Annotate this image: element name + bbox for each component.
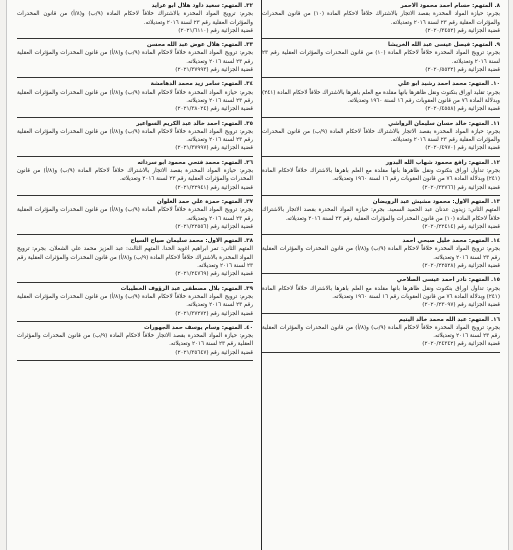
entry-charge: بجرم: تداول اوراق بنكنوت ونقل ظاهرها بانها مقلدة مع العلم باهرها بالاشتراك خلافاً لاحكام المادة (٢٤١) وبدلالة المادة ٧٦ من قانون العقوبات رقم ١٦ لسنة ١٩٦٠ وتعديلاته. (262, 168, 500, 183)
entry-charge: بجرم: حيازة المواد المخدرة بقصد الاتجار بالاشتراك خلافاً لاحكام المادة (١٠) من قانون المخدرات والمؤثرات العقلية رقم ٢٣ لسنة ٢٠١٦ وتعديلاته. (262, 11, 500, 26)
list-item (17, 0, 253, 39)
entry-case-number: قضية الجزائية رقم (٢٠٢٠/٢٤٣٤٢) (422, 341, 500, 348)
entry-case-number: قضية الجزائية رقم (٢٠٢١/٣٥٦٤٧) (175, 349, 253, 356)
list-item (17, 118, 253, 157)
list-item (17, 39, 253, 78)
entry-case-number: قضية الجزائية رقم (٢٠٢١/٦١١٠) (178, 27, 253, 34)
newspaper-page (6, 0, 509, 550)
entry-defendant: ٣٤. المتهم: سامر زيد محمد الدهامشة (150, 81, 253, 88)
entry-charge: بجرم: حيازة المواد المخدرة بقصد الاتجار بالاشتراك خلافاً لاحكام المادة (٩/ب) و(٨/أ) من قانون المخدرات والمؤثرات العقلية رقم ٢٣ لسنة ٢٠١٦ وتعديلاته. (17, 168, 253, 183)
entry-case-number: قضية الجزائية رقم (٢٠٢٠/٣٤٥٢) (425, 27, 500, 34)
list-item (262, 0, 500, 39)
entry-case-number: قضية الجزائية رقم (٢٠٢١/٢٢٩٤١) (175, 184, 253, 191)
entry-defendant: ١١. المتهم: خالد حسان سليمان الرواشي (388, 120, 500, 127)
entry-defendant: ٩. المتهم: فيصل عيسى عبد الله الخريشا (388, 42, 500, 49)
entry-defendant: ١٢. المتهم: رافع محمود شهاب الله البدور (385, 159, 500, 166)
entry-case-number: قضية الجزائية رقم (٢٠٢١/٣٧٩٩٣) (175, 67, 253, 74)
list-item (262, 78, 500, 117)
entry-defendant: ٣٣. المتهم: هلال عوض عبد الله محسن (146, 42, 253, 49)
entry-charge: بجرم: ترويج المواد المخدرة خلافاً لاحكام المادة (٩/ب) و(٨/أ) من قانون المخدرات والمؤثرات العقلية رقم ٢٣ لسنة ٢٠١٦ وتعديلاته. (262, 246, 500, 261)
entry-defendant: ١٠. المتهم: محمد احمد رشيد ابو علي (398, 81, 500, 88)
entry-defendant: ٣٥. المتهم: احمد خالد عبد الكريم السواعير (136, 120, 253, 127)
entry-case-number: قضية الجزائية رقم (٢٠٢١/٢٤٧٦٩) (175, 271, 253, 278)
list-item (17, 235, 253, 282)
entry-case-number: قضية الجزائية رقم (٢٠٢١/٣٧٩٩٧) (175, 145, 253, 152)
entry-charge: بجرم: حيازة المواد المخدرة بقصد الاتجار خلافاً لاحكام المادة (٩/ب) من قانون المخدرات والمؤثرات العقلية رقم ٢٣ لسنة ٢٠١٦ وتعديلاته. (17, 333, 253, 348)
entry-defendant: ٤٠. المتهم: وسام يوسف حمد الجهورات (143, 324, 253, 331)
entry-defendant: ١٥. المتهم: نادر احمد عيسى الصلاحي (396, 277, 500, 284)
list-item (17, 157, 253, 196)
entry-charge: بجرم: ترويج المواد المخدرة خلافاً لاحكام المادة (٩/ب) و(٨/أ) من قانون المخدرات والمؤثرات العقلية رقم ٢٣ لسنة ٢٠١٦ وتعديلاته. (262, 324, 500, 340)
entry-defendant: ١٦. المتهم: عبد الله محمد خالد اليتيم (398, 316, 500, 323)
list-item (262, 274, 500, 313)
entry-case-number: قضية الجزائية رقم (٢٠٢٠/٢٢٤١٤) (422, 223, 500, 230)
entry-charge: المتهم الثاني: زيدون عدنان عبد الحميد السعيد. بجرم: حيازة المواد المخدرة بقصد الاتجار بالاشتراك خلافاً لاحكام المادة (١٠) من قانون المخدرات والمؤثرات العقلية رقم ٢٣ لسنة ٢٠١٦ وتعديلاته. (262, 207, 500, 222)
entry-charge: بجرم: ترويج المواد المخدرة بالاشتراك خلافاً لاحكام المادة (٩/ب) و(٨/أ) من قانون المخدرات والمؤثرات العقلية رقم ٢٣ لسنة ٢٠١٦ وتعديلاته. (17, 11, 253, 26)
entry-charge: بجرم: ترويج المواد المخدرة خلافاً لاحكام المادة (٩/ب) و(٨/أ) من قانون المخدرات والمؤثرات العقلية رقم ٢٣ لسنة ٢٠١٦ وتعديلاته. (17, 50, 253, 65)
entry-case-number: قضية الجزائية رقم (٢٠٢٠/٤٥٥٨) (425, 106, 500, 113)
entry-defendant: ٣٨. المتهم الاول: محمد سليمان صياح السياح (130, 238, 253, 245)
entry-charge: بجرم: حيازة المواد المخدرة خلافاً لاحكام المادة (٩/ب) و(٨/أ) من قانون المخدرات والمؤثرات العقلية رقم ٢٣ لسنة ٢٠١٦ وتعديلاته. (17, 89, 253, 104)
list-item (262, 314, 500, 353)
entry-charge: بجرم: ترويج المواد المخدرة خلافاً لاحكام المادة (٩/ب) و(٨/أ) من قانون المخدرات والمؤثرات العقلية رقم ٢٣ لسنة ٢٠١٦ وتعديلاته. (17, 293, 253, 309)
right-column (262, 0, 500, 550)
entry-defendant: ٨. المتهم: حسام احمد محمود الاحمر (400, 3, 500, 9)
entry-defendant: ٣٦. المتهم: محمد فتحي محمود ابو سرداته (137, 159, 253, 166)
entry-charge: بجرم: حيازة المواد المخدرة بقصد الاتجار بالاشتراك خلافاً لاحكام المادة (٩/ب) من قانون المخدرات والمؤثرات العقلية رقم ٢٣ لسنة ٢٠١٦ وتعديلاته. (262, 128, 500, 144)
entry-case-number: قضية الجزائية رقم (٢٠٢١/٣٨٠٢٤) (175, 106, 253, 113)
entry-case-number: قضية الجزائية رقم (٢٠٢٠/٣٣٧٦٦) (422, 184, 500, 191)
entry-case-number: قضية الجزائية رقم (٢٠٢٠/٢٢٥٢٨) (422, 263, 500, 270)
entry-defendant: ١٤. المتهم: محمد خليل صبحي احمد (402, 238, 500, 245)
list-item (17, 322, 253, 361)
list-item (262, 235, 500, 274)
entry-charge: المتهم الثاني: تمر ابراهيم اغويد الحدا. المتهم الثالث: عبد العزيز محمد علي الشعلان. بجرم: ترويج المواد المخدرة بالاشتراك خلافاً لاحكام المادة (٩/ب) و(٨/أ) من قانون المخدرات والمؤثرات العقلية رقم ٢٣ لسنة ٢٠١٦ وتعديلاته. (17, 246, 253, 270)
entry-case-number: قضية الجزائية رقم (٢٠٢١/٣٧٢٧٢) (175, 310, 253, 317)
entry-defendant: ٣٩. المتهم: بلال مصطفى عبد الرؤوف الخطيبات (120, 285, 253, 292)
left-column (17, 0, 253, 550)
list-item (262, 157, 500, 196)
entry-charge: بجرم: تقليد اوراق بنكنوت ونقل ظاهرها بانها مقلدة مع العلم باهرها بالاشتراك خلافاً لاحكام المادة (٢٤١) وبدلالة المادة ٧٦ من قانون العقوبات رقم ١٦ لسنة ١٩٦٠ وتعديلاته. (262, 89, 500, 104)
entry-case-number: قضية الجزائية رقم (٢٠٢١/٢٢٥٥٦) (175, 223, 253, 230)
list-item (17, 283, 253, 322)
entry-case-number: قضية الجزائية رقم (٢٠٢٠/٥٥٣٢) (425, 67, 500, 74)
entry-charge: بجرم: ترويج المواد المخدرة خلافاً لاحكام المادة (١٠) من قانون المخدرات والمؤثرات العقلية رقم ٢٣ لسنة ٢٠١٦ وتعديلاته. (262, 50, 500, 65)
list-item (262, 39, 500, 78)
entry-charge: بجرم: ترويج المواد المخدرة خلافاً لاحكام المادة (٩/ب) و(٨/أ) من قانون المخدرات والمؤثرات العقلية رقم ٢٣ لسنة ٢٠١٦ وتعديلاته. (17, 207, 253, 222)
entry-charge: بجرم: تداول اوراق بنكنوت ونقل ظاهرها بانها مقلدة مع العلم باهرها بالاشتراك خلافاً لاحكام المادة (٢٤١) وبدلالة المادة ٧٦ من قانون العقوبات رقم ١٦ لسنة ١٩٦٠ وتعديلاته. (262, 285, 500, 300)
entry-defendant: ٣٧. المتهم: حمزة علي حمد العلوان (156, 198, 253, 205)
entry-charge: بجرم: ترويج المواد المخدرة خلافاً لاحكام المادة (٩/ب) و(٨/أ) من قانون المخدرات والمؤثرات العقلية رقم ٢٣ لسنة ٢٠١٦ وتعديلاته. (17, 128, 253, 144)
entry-defendant: ٣٢. المتهم: سعيد داود هلال ابو عرايد (151, 3, 253, 9)
entry-case-number: قضية الجزائية رقم (٢٠٢٠/٢٣٠٩٧) (422, 302, 500, 309)
entry-defendant: ١٣. المتهم الاول: محمود مشيش عبد الرويضان (372, 198, 500, 205)
list-item (262, 118, 500, 157)
list-item (262, 196, 500, 235)
list-item (17, 78, 253, 117)
list-item (17, 196, 253, 235)
entry-case-number: قضية الجزائية رقم (٢٠٢٠/٤٩٧٠) (425, 145, 500, 152)
